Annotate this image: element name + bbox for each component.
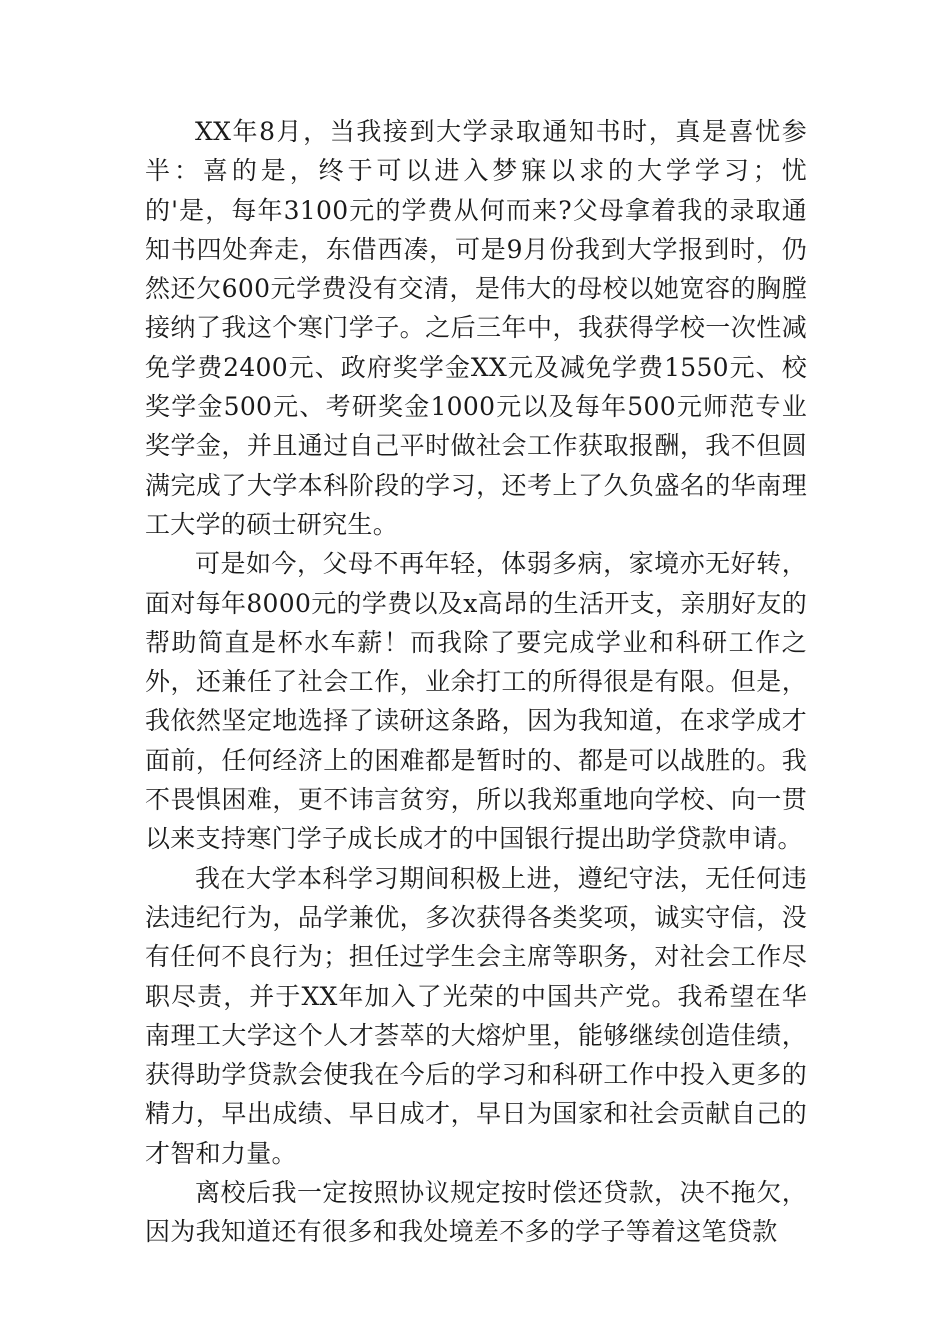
paragraph-4: 离校后我一定按照协议规定按时偿还贷款，决不拖欠，因为我知道还有很多和我处境差不多的学子等着这笔贷款	[145, 1178, 807, 1247]
document-body	[145, 112, 807, 1252]
paragraph-2: 可是如今，父母不再年轻，体弱多病，家境亦无好转，面对每年8000元的学费以及x高昂的生活开支，亲朋好友的帮助简直是杯水车薪！而我除了要完成学业和科研工作之外，还兼任了社会工作，业余打工的所得很是有限。但是，我依然坚定地选择了读研这条路，因为我知道，在求学成才面前，任何经济上的困难都是暂时的、都是可以战胜的。我不畏惧困难，更不讳言贫穷，所以我郑重地向学校、向一贯以来支持寒门学子成长成才的中国银行提出助学贷款申请。	[145, 549, 807, 854]
paragraph-3: 我在大学本科学习期间积极上进，遵纪守法，无任何违法违纪行为，品学兼优，多次获得各类奖项，诚实守信，没有任何不良行为；担任过学生会主席等职务，对社会工作尽职尽责，并于XX年加入了光荣的中国共产党。我希望在华南理工大学这个人才荟萃的大熔炉里，能够继续创造佳绩，获得助学贷款会使我在今后的学习和科研工作中投入更多的精力，早出成绩、早日成才，早日为国家和社会贡献自己的才智和力量。	[145, 863, 807, 1168]
paragraph-1: XX年8月，当我接到大学录取通知书时，真是喜忧参半：喜的是，终于可以进入梦寐以求的大学学习；忧的'是，每年3100元的学费从何而来?父母拿着我的录取通知书四处奔走，东借西凑，可是9月份我到大学报到时，仍然还欠600元学费没有交清，是伟大的母校以她宽容的胸膛接纳了我这个寒门学子。之后三年中，我获得学校一次性减免学费2400元、政府奖学金XX元及减免学费1550元、校奖学金500元、考研奖金1000元以及每年500元师范专业奖学金，并且通过自己平时做社会工作获取报酬，我不但圆满完成了大学本科阶段的学习，还考上了久负盛名的华南理工大学的硕士研究生。	[145, 117, 807, 539]
